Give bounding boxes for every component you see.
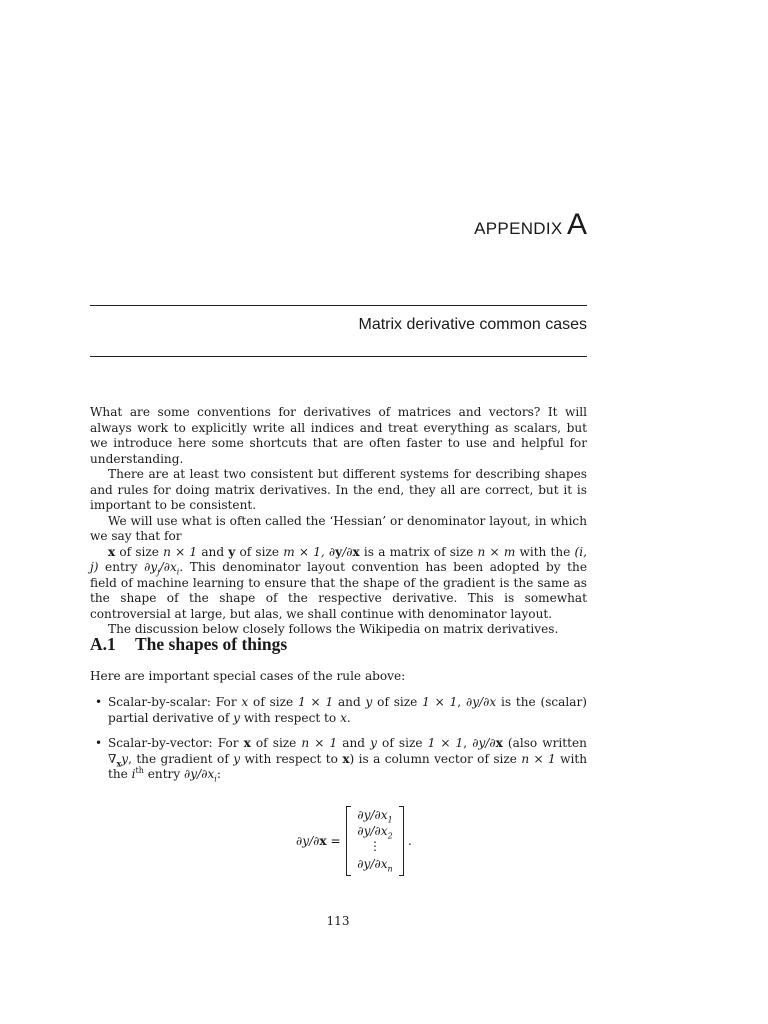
math-size: n × 1 [163, 544, 198, 559]
section-title: The shapes of things [135, 634, 288, 654]
text-run: with the [515, 544, 575, 559]
entry-sub: n [387, 864, 393, 874]
entry-sub: 1 [387, 815, 393, 825]
paragraph-5: The discussion below closely follows the Wikipedia on matrix derivatives. [108, 622, 559, 636]
math-partial: ∂y/∂x [465, 695, 497, 709]
math-partial: ∂y/∂ [296, 834, 320, 848]
text-run: of size [250, 736, 302, 750]
matrix-entry [352, 857, 398, 874]
text-run: and [337, 736, 371, 750]
text-run: with the [108, 751, 587, 781]
entry-text: ∂y/∂x [357, 857, 388, 871]
math-partial: ∂y [144, 560, 158, 574]
text-run: of size [372, 695, 423, 709]
math-partial: ∂y/∂ [472, 736, 496, 750]
section-intro: Here are important special cases of the rule above: [90, 669, 406, 683]
math-partial: ∂y/∂x [184, 767, 215, 781]
appendix-letter: A [566, 208, 587, 241]
entry-text: ∂y/∂x [357, 808, 388, 822]
bullet-list [90, 695, 587, 793]
entry-sub: 2 [387, 831, 393, 841]
var-x: x [495, 736, 503, 750]
var-x: x [243, 736, 251, 750]
top-rule [90, 305, 587, 306]
column-vector [346, 806, 404, 876]
math-partial: /∂x [159, 560, 177, 574]
bullet-dot: • [95, 736, 103, 750]
body-text [90, 405, 587, 638]
paragraph-4 [90, 545, 587, 623]
text-run: Scalar-by-scalar: For [108, 695, 242, 709]
paragraph-1: What are some conventions for derivatives of matrices and vectors? It will always work to explicitly write all indices and treat everything as scalars, but we introduce here some shortcuts that are often faster to use and helpful for understanding. [90, 405, 587, 466]
var-x: x [108, 544, 116, 559]
left-bracket [346, 806, 351, 876]
math-sub: j [157, 567, 160, 577]
text-run: entry [98, 560, 138, 574]
text-run: with respect to [240, 751, 343, 766]
text-run: and [333, 695, 366, 709]
text-run: ) is a column vector of size [349, 751, 522, 766]
list-item [90, 736, 587, 783]
math-size: 1 × 1 [298, 695, 334, 709]
text-run: of size [248, 695, 299, 709]
math-op: /∂ [342, 544, 353, 559]
var-x: x [352, 544, 360, 559]
math-size: 1 × 1 [427, 736, 464, 750]
math-var: i [131, 767, 136, 781]
bullet-dot: • [95, 695, 103, 709]
math-var: y [370, 736, 377, 750]
text-run: (also written [502, 736, 587, 750]
appendix-word: APPENDIX [474, 219, 563, 238]
paragraph-3: We will use what is often called the ‘Hessian’ or denominator layout, in which we say that for [90, 513, 587, 543]
text-run: is the (scalar) partial derivative of [108, 695, 587, 725]
matrix-entry [352, 808, 398, 825]
text-run: , [457, 695, 466, 709]
math-var: y [121, 751, 129, 766]
text-run: is a matrix of size [359, 544, 478, 559]
entry-text: ∂y/∂x [357, 824, 388, 838]
text-run: of size [376, 736, 428, 750]
math-size: n × 1 [301, 736, 338, 750]
text-run: of size [235, 544, 284, 559]
text-run: and [197, 544, 229, 559]
nabla-symbol: ∇ [108, 751, 117, 766]
var-x: x [342, 751, 350, 766]
appendix-heading [474, 208, 587, 242]
math-size: m × 1, ∂ [283, 544, 336, 559]
math-sup: th [135, 765, 144, 775]
text-run: Scalar-by-vector: For [108, 736, 244, 750]
paragraph-2: There are at least two consistent but different systems for describing shapes and rules for doing matrix derivatives. In the end, they all are correct, but it is important to be consistent. [90, 467, 587, 512]
text-run: . This denominator layout convention has been adopted by the field of machine learning to ensure that the shape of the gradient is the same as the shape of the shape of the respective derivative. This is somewhat controversial at large, but alas, we shall continue with denominator layout. [90, 560, 587, 621]
text-run: : [216, 767, 221, 781]
gradient-equation [296, 806, 456, 880]
entry-text: ⋮ [368, 839, 382, 853]
math-size: n × m [477, 544, 516, 559]
math-var: y [365, 695, 373, 709]
text-run: , [463, 736, 473, 750]
text-run: , the gradient of [128, 751, 234, 766]
math-var: x [241, 695, 249, 709]
page-number: 113 [326, 914, 350, 928]
var-y: y [335, 544, 343, 559]
math-sub: x [116, 757, 122, 768]
text-run: with respect to [239, 710, 341, 725]
text-run: . [346, 710, 351, 725]
math-var: y [233, 751, 241, 766]
equals-sign: = [326, 834, 341, 848]
text-run: entry [143, 767, 181, 781]
math-sub: i [214, 774, 217, 784]
math-size: n × 1 [521, 751, 556, 766]
math-index: (i, j) [90, 544, 587, 574]
var-y: y [228, 544, 236, 559]
var-x: x [319, 834, 327, 848]
bottom-rule [90, 356, 587, 357]
math-var: y [233, 710, 240, 725]
matrix-entry [352, 824, 398, 841]
math-size: 1 × 1 [422, 695, 458, 709]
math-var: x [340, 710, 347, 725]
math-sub: i [176, 567, 180, 577]
chapter-title: Matrix derivative common cases [358, 316, 587, 333]
list-item [90, 695, 587, 726]
section-heading [90, 634, 287, 655]
matrix-entry [352, 839, 398, 853]
equation-lhs [296, 834, 341, 848]
section-number: A.1 [90, 634, 116, 654]
text-run: of size [115, 544, 164, 559]
right-bracket [399, 806, 404, 876]
equation-period: . [408, 834, 412, 848]
